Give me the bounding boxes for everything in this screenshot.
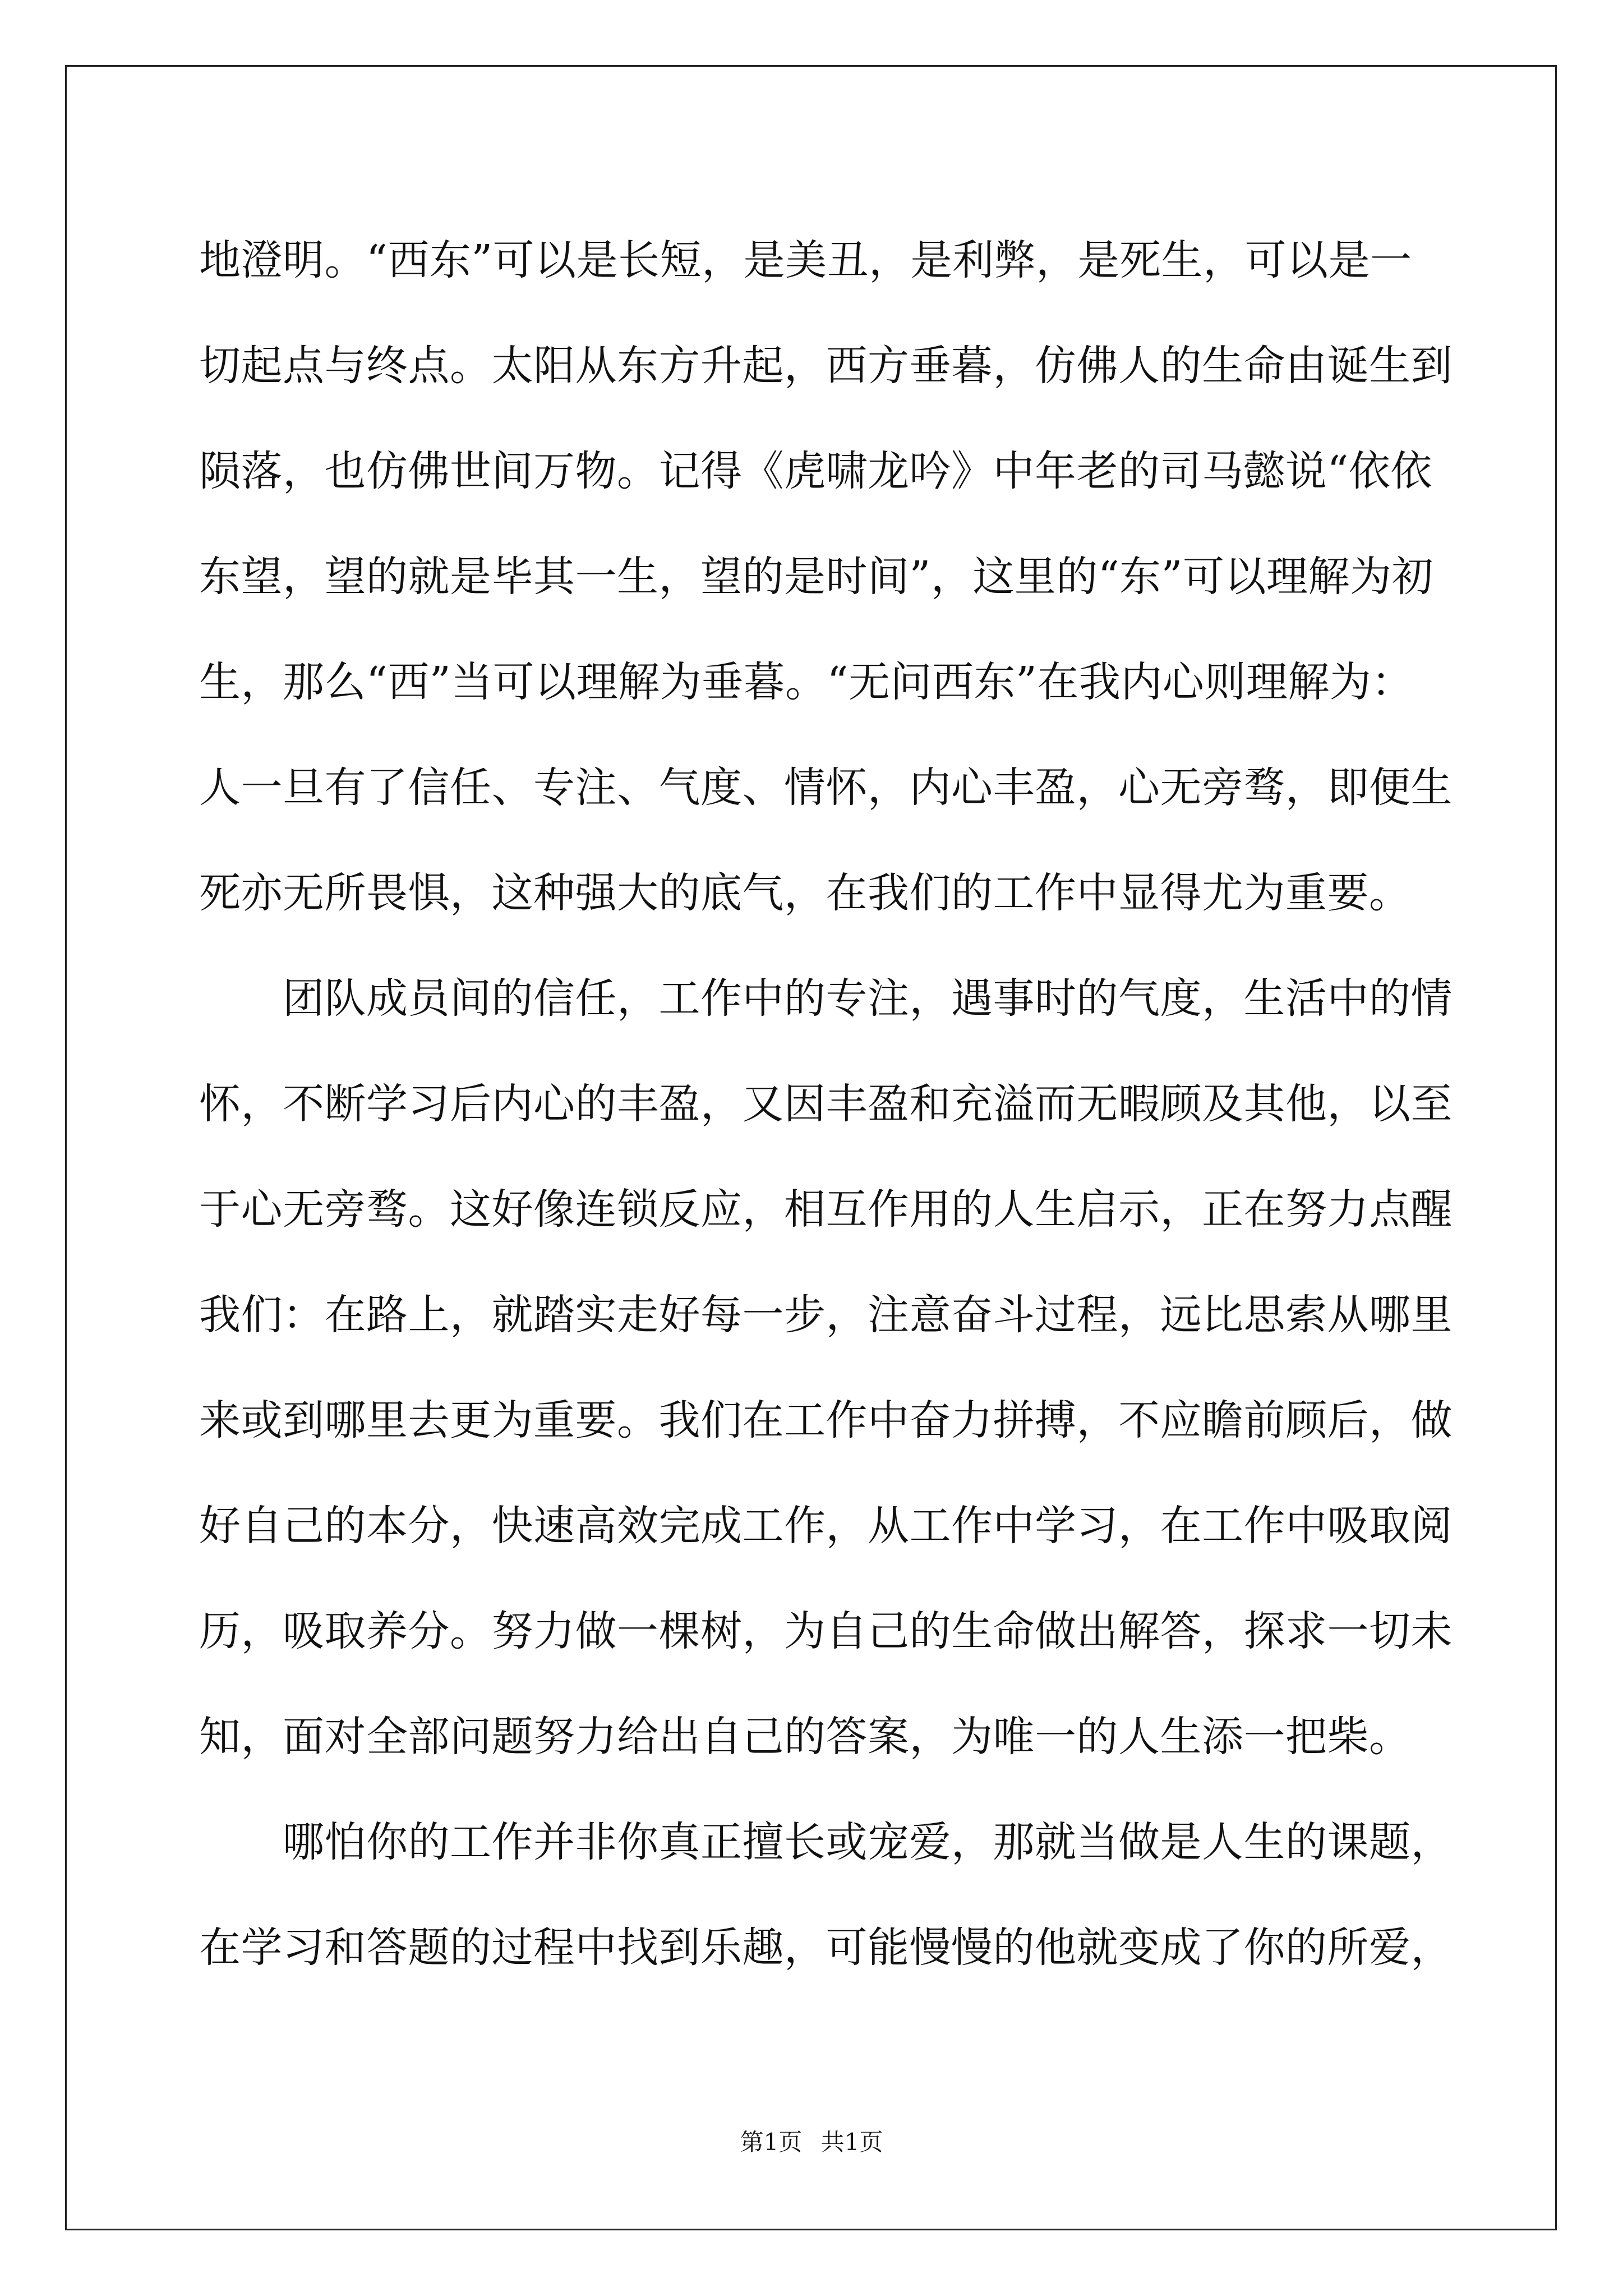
text-line-13: 好自己的本分，快速高效完成工作，从工作中学习，在工作中吸取阅 [199,1502,1453,1550]
text-line-5: 生，那么“西”当可以理解为垂暮。“无问西东”在我内心则理解为： [199,658,1413,706]
page-footer [0,2124,1623,2157]
text-line-8: 团队成员间的信任，工作中的专注，遇事时的气度，生活中的情 [199,974,1453,1023]
text-line-14: 历，吸取养分。努力做一棵树，为自己的生命做出解答，探求一切未 [199,1607,1453,1655]
text-line-10: 于心无旁骛。这好像连锁反应，相互作用的人生启示，正在努力点醒 [199,1185,1453,1234]
text-line-9: 怀，不断学习后内心的丰盈，又因丰盈和充溢而无暇顾及其他，以至 [199,1080,1453,1128]
text-line-4: 东望，望的就是毕其一生，望的是时间”，这里的“东”可以理解为初 [199,553,1433,601]
page-number: 第1页 [740,2128,803,2156]
text-line-6: 人一旦有了信任、专注、气度、情怀，内心丰盈，心无旁骛，即便生 [199,763,1453,812]
text-line-16: 哪怕你的工作并非你真正擅长或宠爱，那就当做是人生的课题， [199,1818,1453,1866]
document-body [199,208,1453,2000]
text-line-12: 来或到哪里去更为重要。我们在工作中奋力拼搏，不应瞻前顾后，做 [199,1396,1453,1444]
text-line-1: 地澄明。“西东”可以是长短，是美丑，是利弊，是死生，可以是一 [199,236,1412,284]
text-line-2: 切起点与终点。太阳从东方升起，西方垂暮，仿佛人的生命由诞生到 [199,342,1453,390]
text-line-15: 知，面对全部问题努力给出自己的答案，为唯一的人生添一把柴。 [199,1713,1411,1761]
text-line-17: 在学习和答题的过程中找到乐趣，可能慢慢的他就变成了你的所爱， [199,1924,1453,1972]
text-line-7: 死亦无所畏惧，这种强大的底气，在我们的工作中显得尤为重要。 [199,869,1411,917]
text-line-11: 我们：在路上，就踏实走好每一步，注意奋斗过程，远比思索从哪里 [199,1291,1453,1339]
text-line-3: 陨落，也仿佛世间万物。记得《虎啸龙吟》中年老的司马懿说“依依 [199,447,1432,495]
page-total: 共1页 [820,2128,883,2156]
